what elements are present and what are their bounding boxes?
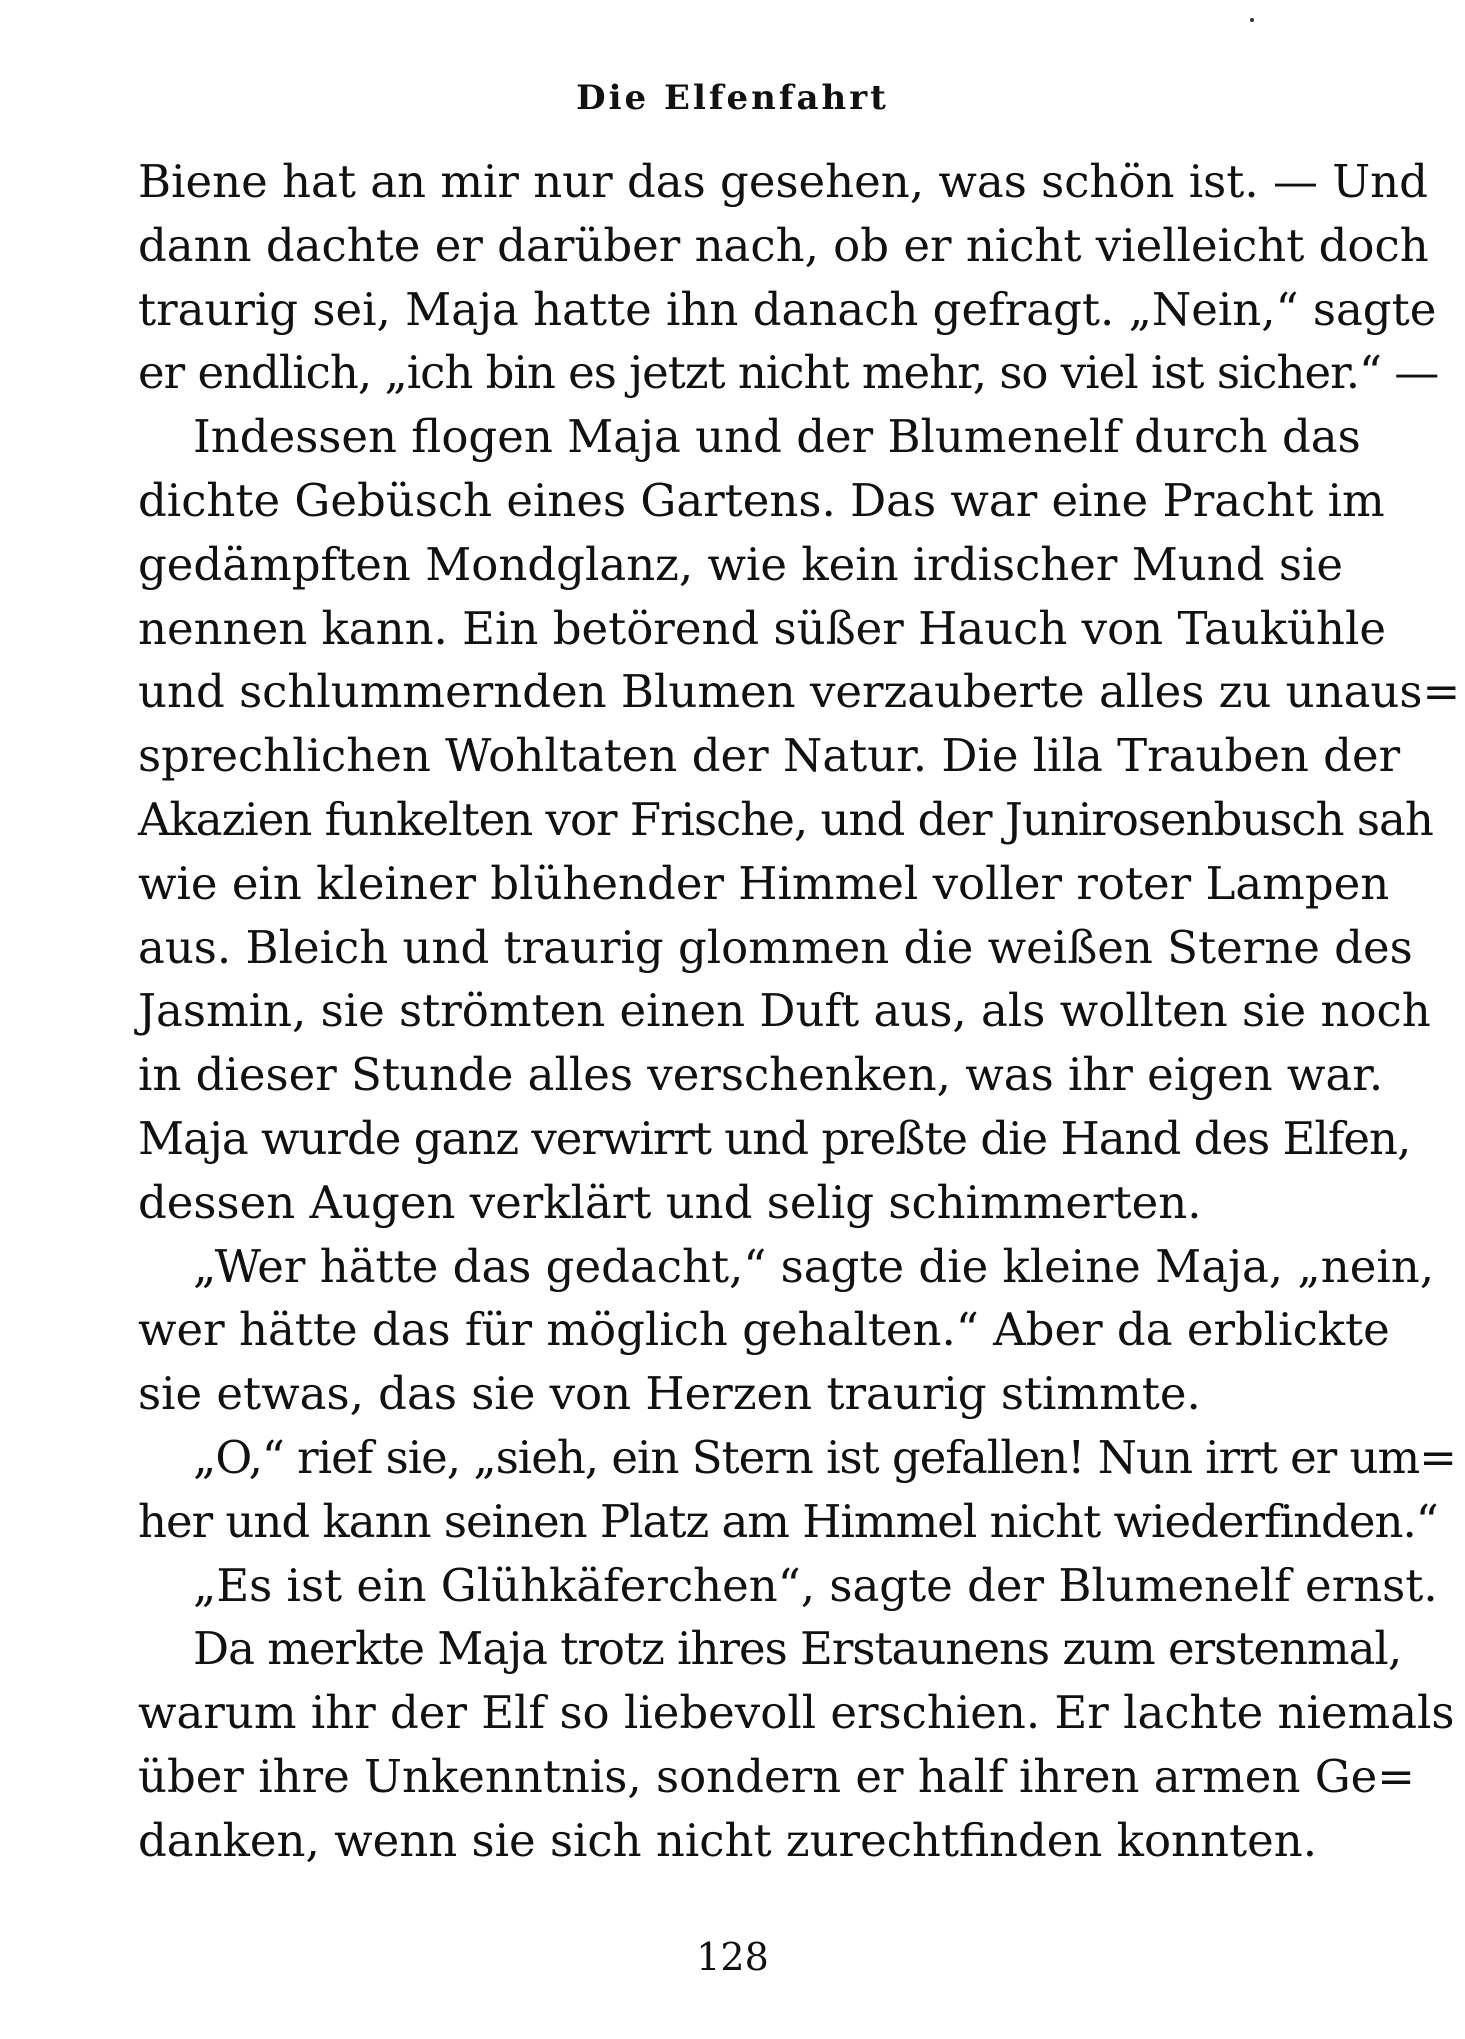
text-line: dichte Gebüsch eines Gartens. Das war eine Pracht im <box>138 473 1385 527</box>
text-line: Akazien funkelten vor Frische, und der Junirosenbusch sah <box>138 792 1433 846</box>
text-line: und schlummernden Blumen verzauberte alles zu unaus= <box>138 665 1461 719</box>
text-line: sprechlichen Wohltaten der Natur. Die lila Trauben der <box>138 729 1401 783</box>
text-line: traurig sei, Maja hatte ihn danach gefragt. „Nein,“ sagte <box>138 282 1437 336</box>
text-line: Maja wurde ganz verwirrt und preßte die Hand des Elfen, <box>138 1111 1411 1165</box>
text-line: Da merkte Maja trotz ihres Erstaunens zum erstenmal, <box>193 1622 1402 1676</box>
text-line: wie ein kleiner blühender Himmel voller roter Lampen <box>138 856 1390 910</box>
text-line: dann dachte er darüber nach, ob er nicht vielleicht doch <box>138 218 1429 272</box>
text-line: „Es ist ein Glühkäferchen“, sagte der Blumenelf ernst. <box>193 1558 1438 1612</box>
text-line: dessen Augen verklärt und selig schimmerten. <box>138 1175 1202 1229</box>
text-line: Jasmin, sie strömten einen Duft aus, als wollten sie noch <box>138 984 1431 1038</box>
text-line: her und kann seinen Platz am Himmel nicht wiederfinden.“ <box>138 1494 1438 1548</box>
text-line: Biene hat an mir nur das gesehen, was schön ist. — Und <box>138 155 1428 208</box>
text-line: in dieser Stunde alles verschenken, was ihr eigen war. <box>138 1048 1384 1102</box>
text-line: nennen kann. Ein betörend süßer Hauch von Taukühle <box>138 601 1387 655</box>
text-line: er endlich, „ich bin es jetzt nicht mehr, so viel ist sicher.“ — <box>138 346 1439 400</box>
text-line: Indessen flogen Maja und der Blumenelf durch das <box>193 410 1361 464</box>
text-line: warum ihr der Elf so liebevoll erschien. Er lachte niemals <box>138 1686 1455 1740</box>
text-line: aus. Bleich und traurig glommen die weißen Sterne des <box>138 920 1413 974</box>
text-line: danken, wenn sie sich nicht zurechtfinden konnten. <box>138 1813 1318 1867</box>
text-line: sie etwas, das sie von Herzen traurig stimmte. <box>138 1367 1201 1421</box>
paper-speck <box>1250 18 1254 22</box>
text-line: „O,“ rief sie, „sieh, ein Stern ist gefallen! Nun irrt er um= <box>193 1430 1456 1484</box>
text-line: „Wer hätte das gedacht,“ sagte die kleine Maja, „nein, <box>193 1239 1435 1293</box>
running-head: Die Elfenfahrt <box>576 78 889 118</box>
page-number: 128 <box>696 1935 769 1979</box>
text-line: gedämpften Mondglanz, wie kein irdischer Mund sie <box>138 537 1344 591</box>
text-line: wer hätte das für möglich gehalten.“ Aber da erblickte <box>138 1303 1390 1357</box>
body-text <box>138 150 1461 1873</box>
text-line: über ihre Unkenntnis, sondern er half ihren armen Ge= <box>138 1749 1416 1803</box>
